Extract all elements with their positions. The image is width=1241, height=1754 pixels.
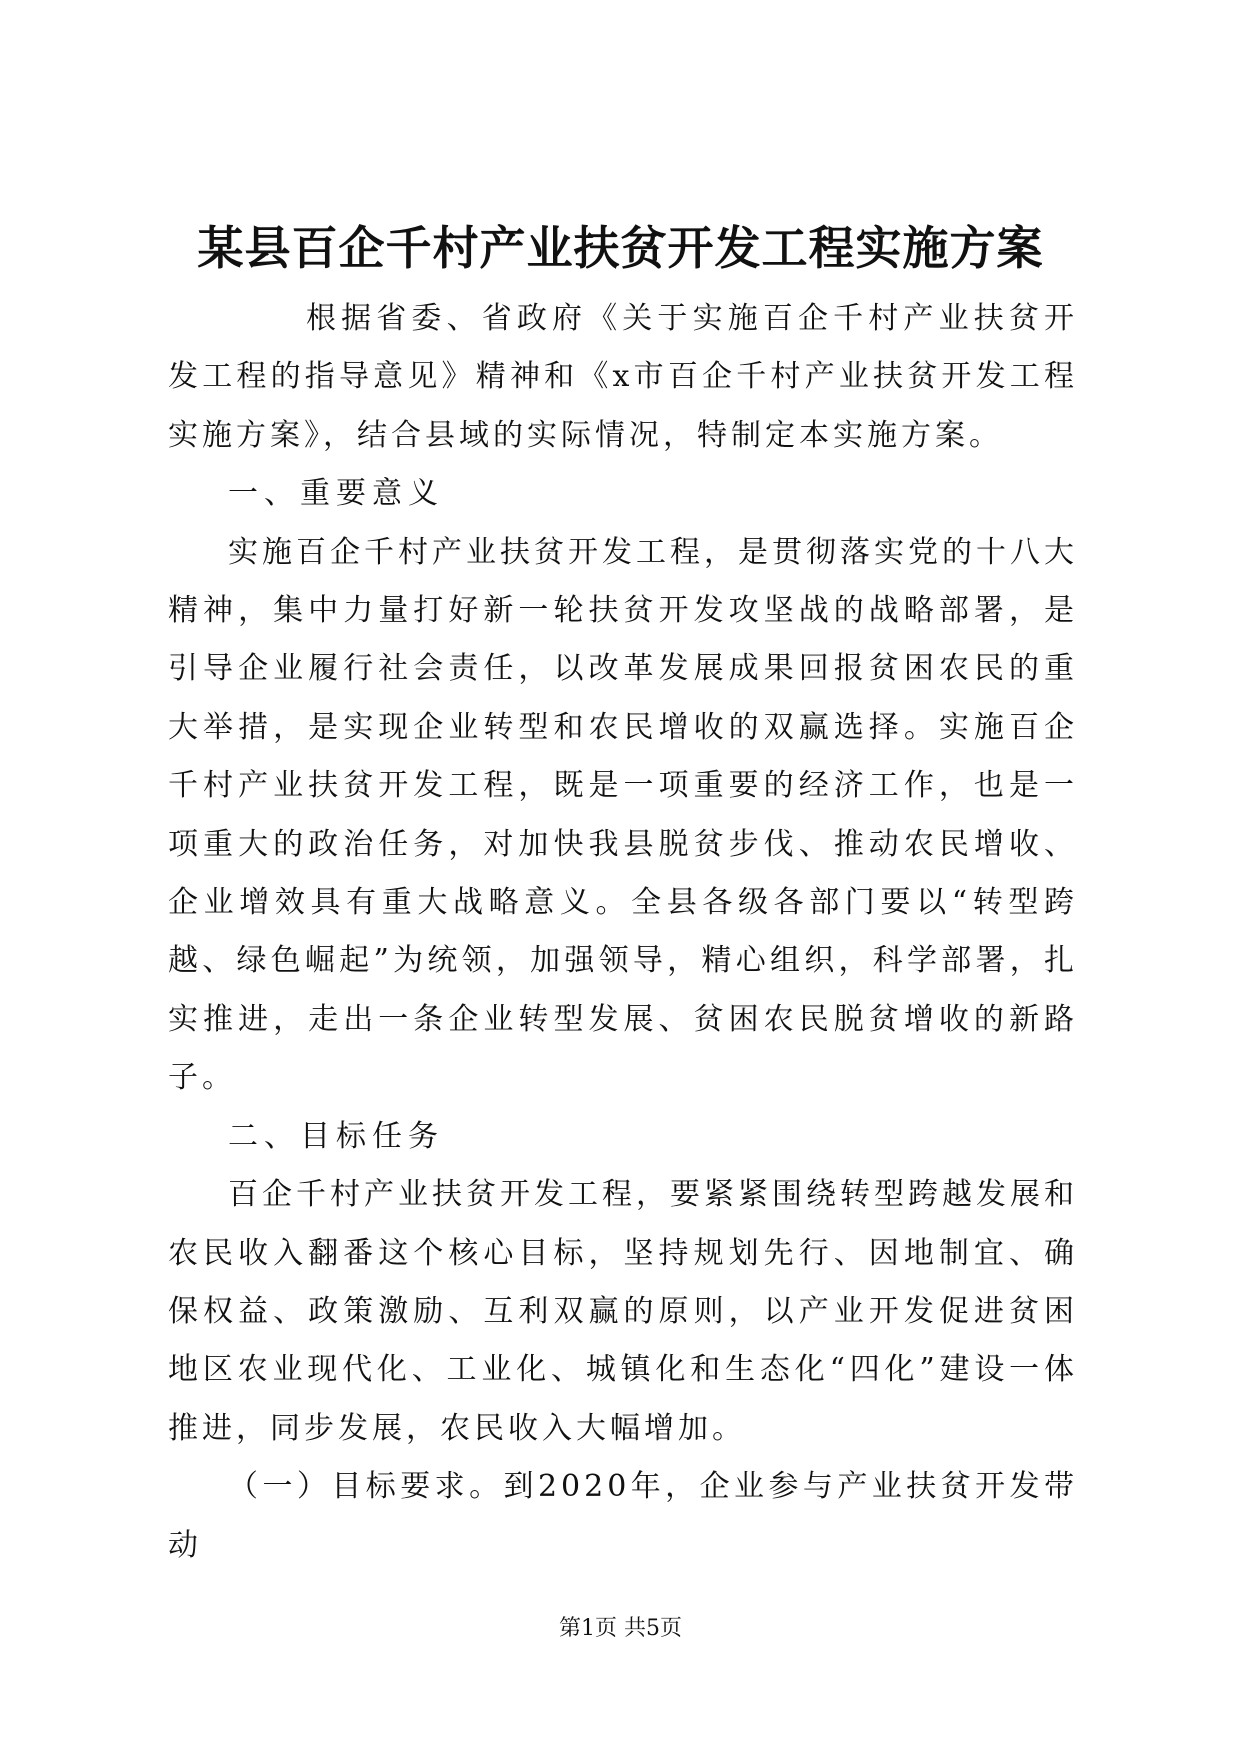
page-number-footer: 第1页 共5页 (559, 1616, 682, 1641)
subsection-paragraph-1: （一）目标要求。到2020年，企业参与产业扶贫开发带动 (168, 1469, 1078, 1563)
section-heading-1: 一、重要意义 (228, 476, 444, 512)
section-heading-2: 二、目标任务 (228, 1118, 444, 1154)
section-paragraph-1: 实施百企千村产业扶贫开发工程，是贯彻落实党的十八大精神，集中力量打好新一轮扶贫开发攻坚战的战略部署，是引导企业履行社会责任，以改革发展成果回报贫困农民的重大举措，是实现企业转型和农民增收的双赢选择。实施百企千村产业扶贫开发工程，既是一项重要的经济工作，也是一项重大的政治任务，对加快我县脱贫步伐、推动农民增收、企业增效具有重大战略意义。全县各级各部门要以“转型跨越、绿色崛起”为统领，加强领导，精心组织，科学部署，扎实推进，走出一条企业转型发展、贫困农民脱贫增收的新路子。 (168, 534, 1078, 1096)
intro-paragraph: 根据省委、省政府《关于实施百企千村产业扶贫开发工程的指导意见》精神和《x市百企千村产业扶贫开发工程实施方案》，结合县域的实际情况，特制定本实施方案。 (168, 301, 1078, 453)
section-paragraph-2: 百企千村产业扶贫开发工程，要紧紧围绕转型跨越发展和农民收入翻番这个核心目标，坚持规划先行、因地制宜、确保权益、政策激励、互利双赢的原则，以产业开发促进贫困地区农业现代化、工业化、城镇化和生态化“四化”建设一体推进，同步发展，农民收入大幅增加。 (168, 1177, 1078, 1446)
document-body (168, 290, 1078, 1575)
document-title: 某县百企千村产业扶贫开发工程实施方案 (197, 221, 1044, 275)
